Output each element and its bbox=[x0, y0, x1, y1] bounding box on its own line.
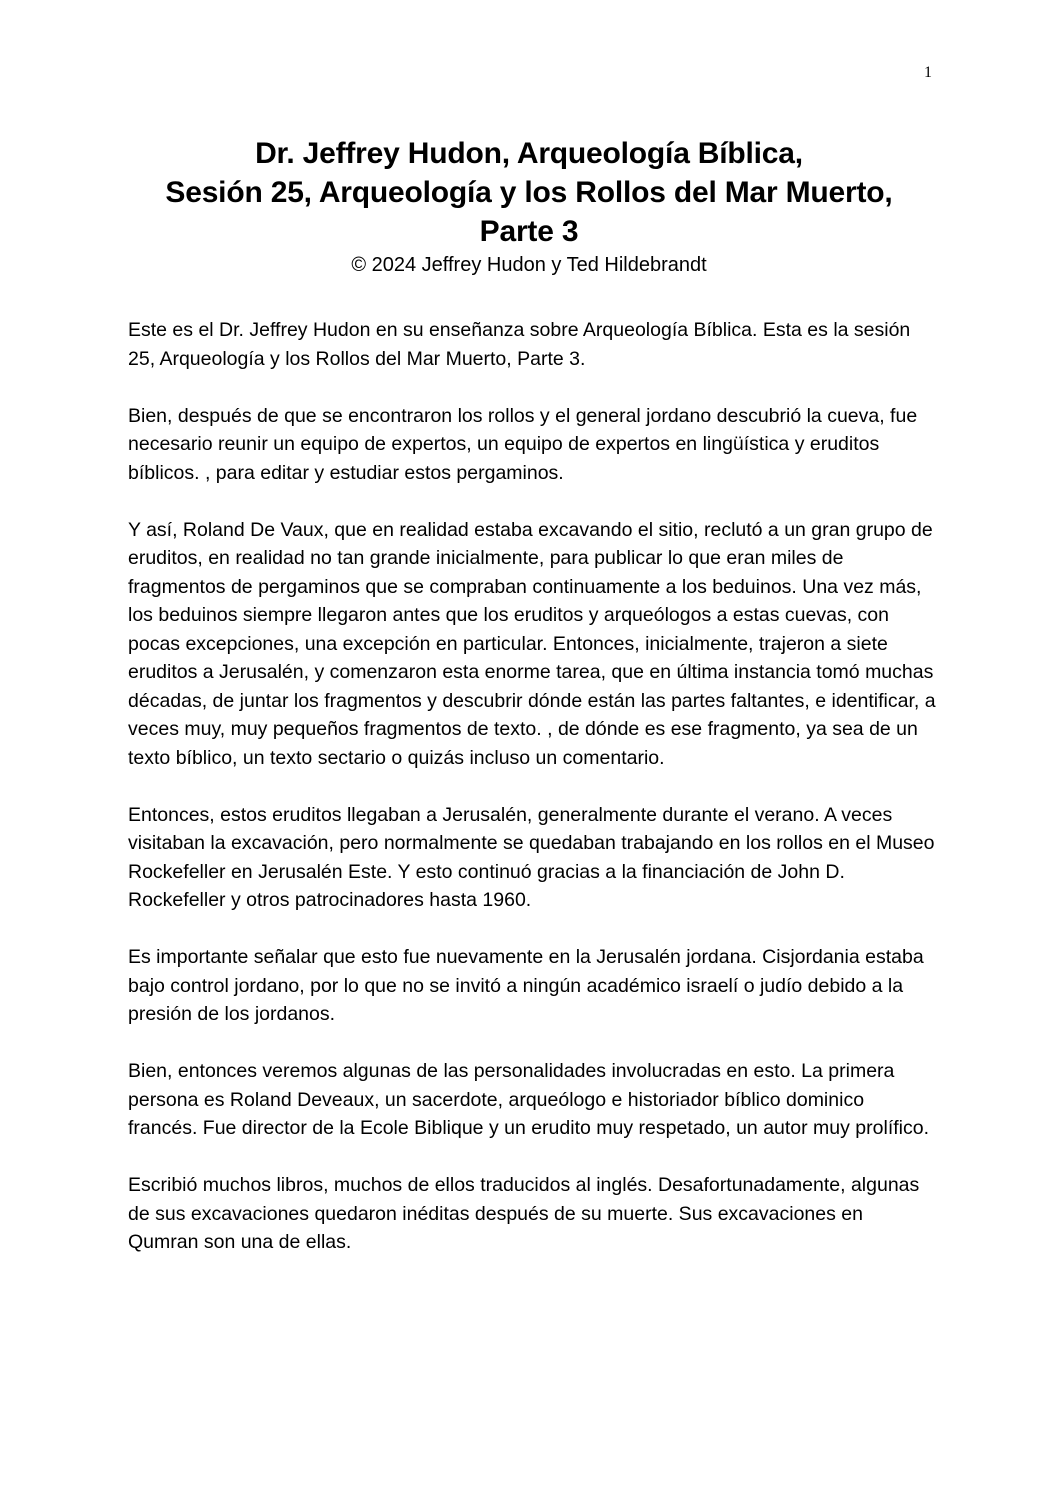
paragraph-4: Entonces, estos eruditos llegaban a Jerusalén, generalmente durante el verano. A veces visitaban la excavación, pero normalmente se quedaban trabajando en los rollos en el Museo Rockefeller en Jerusalén Este. Y esto continuó gracias a la financiación de John D. Rockefeller y otros patrocinadores hasta 1960. bbox=[128, 803, 935, 911]
title-line-3: Parte 3 bbox=[479, 215, 579, 248]
body-text bbox=[128, 316, 936, 1285]
copyright-notice: © 2024 Jeffrey Hudon y Ted Hildebrandt bbox=[351, 254, 707, 276]
title-block bbox=[100, 134, 958, 279]
paragraph-7: Escribió muchos libros, muchos de ellos traducidos al inglés. Desafortunadamente, algunas de sus excavaciones quedaron inéditas después de su muerte. Sus excavaciones en Qumran son una de ellas. bbox=[128, 1174, 920, 1253]
paragraph-5: Es importante señalar que esto fue nuevamente en la Jerusalén jordana. Cisjordania estaba bajo control jordano, por lo que no se invitó a ningún académico israelí o judío debido a la presión de los jordanos. bbox=[128, 946, 924, 1025]
paragraph-3: Y así, Roland De Vaux, que en realidad estaba excavando el sitio, reclutó a un gran grupo de eruditos, en realidad no tan grande inicialmente, para publicar lo que eran miles de fragmentos de pergaminos que se compraban continuamente a los beduinos. Una vez más, los beduinos siempre llegaron antes que los eruditos y arqueólogos a estas cuevas, con pocas excepciones, una excepción en particular. Entonces, inicialmente, trajeron a siete eruditos a Jerusalén, y comenzaron esta enorme tarea, que en última instancia tomó muchas décadas, de juntar los fragmentos y descubrir dónde están las partes faltantes, e identificar, a veces muy, muy pequeños fragmentos de texto. , de dónde es ese fragmento, ya sea de un texto bíblico, un texto sectario o quizás incluso un comentario. bbox=[128, 518, 936, 769]
paragraph-1: Este es el Dr. Jeffrey Hudon en su enseñanza sobre Arqueología Bíblica. Esta es la sesión 25, Arqueología y los Rollos del Mar Muerto, Parte 3. bbox=[128, 319, 911, 370]
paragraph-2: Bien, después de que se encontraron los rollos y el general jordano descubrió la cueva, fue necesario reunir un equipo de expertos, un equipo de expertos en lingüística y eruditos bíblicos. , para editar y estudiar estos pergaminos. bbox=[128, 404, 918, 484]
paragraph-6: Bien, entonces veremos algunas de las personalidades involucradas en esto. La primera persona es Roland Deveaux, un sacerdote, arqueólogo e historiador bíblico dominico francés. Fue director de la Ecole Biblique y un erudito muy respetado, un autor muy prolífico. bbox=[128, 1060, 930, 1139]
title-line-1: Dr. Jeffrey Hudon, Arqueología Bíblica, bbox=[255, 137, 803, 170]
page-number: 1 bbox=[924, 64, 932, 81]
title-line-2: Sesión 25, Arqueología y los Rollos del Mar Muerto, bbox=[165, 176, 893, 209]
